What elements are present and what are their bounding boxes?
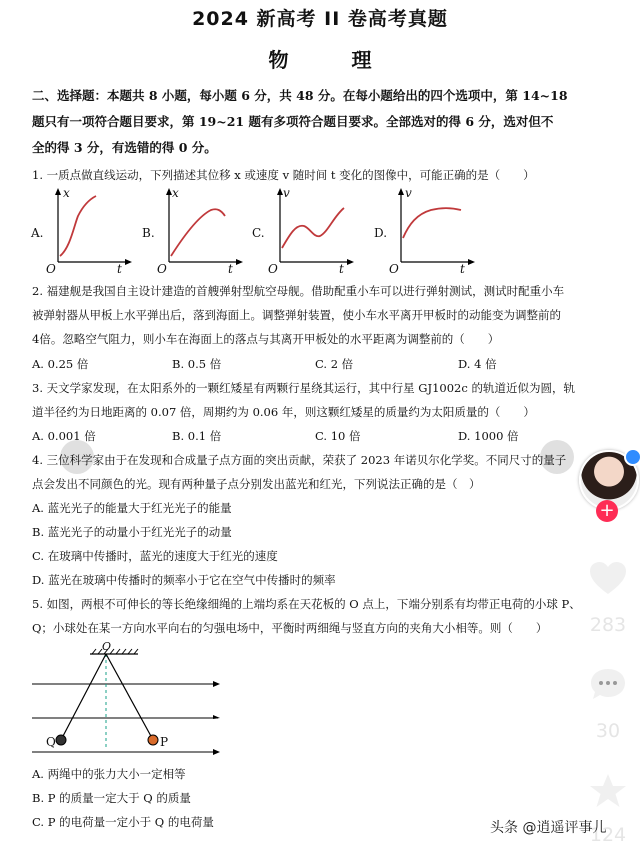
like-count: 283 [589, 614, 627, 636]
graph-a-letter: A. [31, 226, 44, 240]
question-4-line-2: 点会发出不同颜色的光。现有两种量子点分别发出蓝光和红光，下列说法正确的是（ ） [32, 477, 481, 491]
question-4-option-b: B. 蓝光光子的动量小于红光光子的动量 [32, 525, 232, 539]
comment-icon [588, 666, 628, 702]
question-5-line-2: Q；小球处在某一方向水平向右的匀强电场中，平衡时两细绳与竖直方向的夹角大小相等。则（ ） [32, 621, 548, 635]
comment-count: 30 [595, 720, 621, 742]
heart-icon [588, 560, 628, 596]
graph-b-letter: B. [142, 226, 155, 240]
graph-c-letter: C. [252, 226, 265, 240]
graph-b-curve [171, 209, 225, 256]
subject-title: 物 理 [268, 48, 400, 72]
question-2-line-1: 2. 福建舰是我国自主设计建造的首艘弹射型航空母舰。借助配重小车可以进行弹射测试，测试时配重小车 [32, 284, 565, 298]
question-2-option-d: D. 4 倍 [458, 357, 497, 371]
question-5-line-1: 5. 如图，两根不可伸长的等长绝缘细绳的上端均系在天花板的 O 点上，下端分别系有均带正电荷的小球 P、 [32, 597, 581, 611]
star-icon [588, 772, 628, 810]
graph-d-letter: D. [374, 226, 388, 240]
graph-c-curve [282, 208, 344, 248]
question-4-line-1: 4. 三位科学家由于在发现和合成量子点方面的突出贡献，荣获了 2023 年诺贝尔化学奖。不同尺寸的量子 [32, 453, 567, 467]
graph-d-curve [403, 208, 461, 238]
diagram-pivot-label: O [102, 640, 112, 653]
follow-button[interactable]: + [596, 500, 618, 522]
question-3-line-2: 道半径约为日地距离的 0.07 倍，周期约为 0.06 年，则这颗红矮星的质量约为太阳质量的（ ） [32, 405, 535, 419]
graph-d-yaxis: v [405, 186, 412, 200]
favorite-button[interactable] [586, 772, 630, 814]
diagram-ball-p-label: P [160, 735, 169, 749]
graph-a-origin: O [46, 262, 56, 276]
question-3-option-d: D. 1000 倍 [458, 429, 519, 443]
question-3-line-1: 3. 天文学家发现，在太阳系外的一颗红矮星有两颗行星绕其运行，其中行星 GJ1002c 的轨道近似为圆，轨 [32, 381, 575, 395]
graph-c-xaxis: t [339, 262, 344, 276]
like-button[interactable] [586, 560, 630, 600]
question-2-line-3: 4倍。忽略空气阻力，则小车在海面上的落点与其离开甲板处的水平距离为调整前的（ ） [32, 332, 500, 346]
question-4-option-d: D. 蓝光在玻璃中传播时的频率小于它在空气中传播时的频率 [32, 573, 336, 587]
question-5-option-a: A. 两绳中的张力大小一定相等 [32, 767, 186, 781]
question-4-option-c: C. 在玻璃中传播时，蓝光的速度大于红光的速度 [32, 549, 278, 563]
live-indicator-icon [624, 448, 640, 466]
ball-q [56, 735, 66, 745]
watermark: 头条 @逍遥评事儿 [490, 820, 607, 836]
ball-p [148, 735, 158, 745]
question-2-option-a: A. 0.25 倍 [32, 357, 89, 371]
graph-d-xaxis: t [460, 262, 465, 276]
section-intro-line-3: 全的得 3 分，有选错的得 0 分。 [32, 140, 217, 155]
question-5-option-c: C. P 的电荷量一定小于 Q 的电荷量 [32, 815, 214, 829]
graph-b-origin: O [157, 262, 167, 276]
question-3-option-c: C. 10 倍 [315, 429, 361, 443]
question-5-option-b: B. P 的质量一定大于 Q 的质量 [32, 791, 191, 805]
question-2-line-2: 被弹射器从甲板上水平弹出后，落到海面上。调整弹射装置，使小车水平离开甲板时的动能变为调整前的 [32, 308, 561, 322]
nav-previous-button[interactable] [60, 440, 94, 474]
question-1-stem: 1. 一质点做直线运动，下列描述其位移 x 或速度 v 随时间 t 变化的图像中，可能正确的是（ ） [32, 168, 535, 182]
page-title: 2024 新高考 II 卷高考真题 [192, 8, 448, 30]
section-intro-line-2: 题只有一项符合题目要求，第 19~21 题有多项符合题目要求。全部选对的得 6 分，选对但不 [32, 114, 554, 129]
favorite-count: 124 [589, 824, 627, 846]
question-4-option-a: A. 蓝光光子的能量大于红光光子的能量 [32, 501, 232, 515]
graph-d-origin: O [389, 262, 399, 276]
question-3-option-a: A. 0.001 倍 [32, 429, 96, 443]
graph-a-curve [60, 196, 96, 256]
comment-button[interactable] [586, 666, 630, 706]
graph-a-yaxis: x [63, 186, 70, 200]
graph-b-yaxis: x [172, 186, 179, 200]
question-2-option-b: B. 0.5 倍 [172, 357, 222, 371]
nav-next-button[interactable] [540, 440, 574, 474]
question-3-option-b: B. 0.1 倍 [172, 429, 222, 443]
question-2-option-c: C. 2 倍 [315, 357, 354, 371]
section-intro-line-1: 二、选择题：本题共 8 小题，每小题 6 分，共 48 分。在每小题给出的四个选项中，第 14~18 [32, 88, 568, 103]
graph-c-origin: O [268, 262, 278, 276]
question-5-diagram [28, 640, 228, 758]
graph-c-yaxis: v [283, 186, 290, 200]
diagram-ball-q-label: Q [46, 735, 56, 749]
graph-a-xaxis: t [117, 262, 122, 276]
graph-b-xaxis: t [228, 262, 233, 276]
